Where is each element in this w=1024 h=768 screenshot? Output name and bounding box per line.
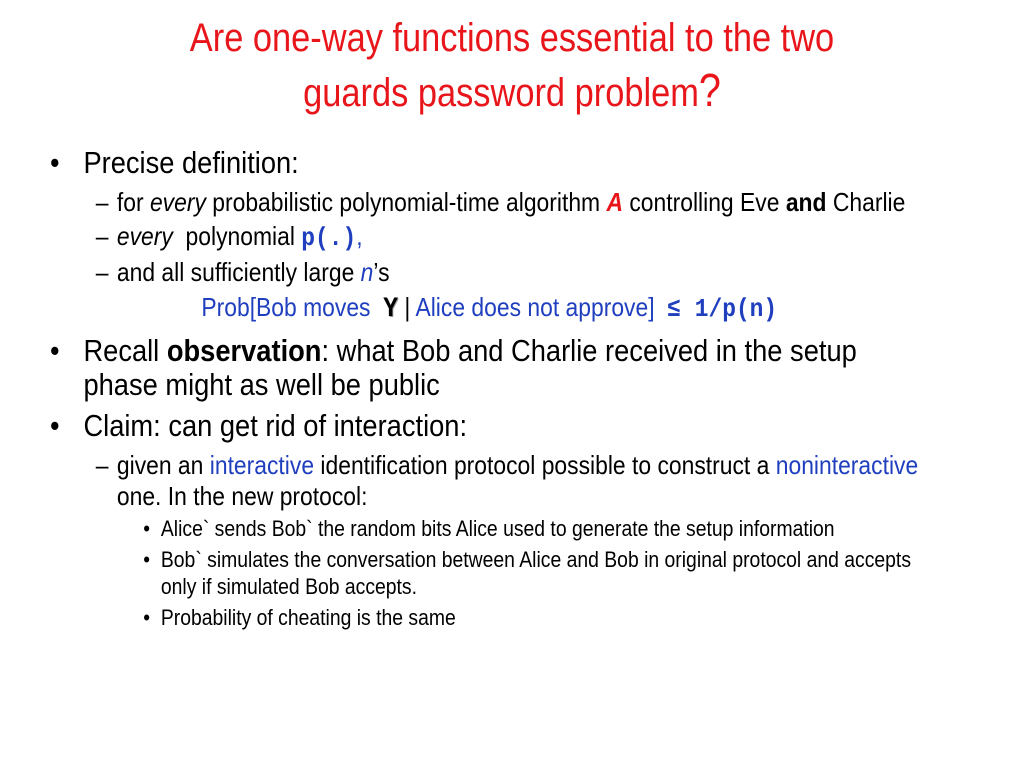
- text-recall: Recall: [83, 333, 160, 368]
- sub-bullet-algorithm: [50, 187, 921, 218]
- sub-sub-bullet-item: [50, 604, 921, 631]
- text-new-protocol: one. In the new protocol:: [116, 481, 368, 511]
- text-given: given an: [116, 450, 204, 480]
- item-text: Bob` simulates the conversation between Alice and Bob in original protocol and accepts only if simulated Bob accepts.: [160, 547, 911, 599]
- bullet-marker: •: [143, 547, 151, 572]
- bullet-marker: •: [143, 516, 151, 541]
- n-symbol: n: [360, 257, 374, 287]
- prob-part-1: Prob[Bob moves: [201, 292, 371, 322]
- y-symbol: Y: [383, 294, 399, 325]
- sub-sub-bullet-item: [50, 515, 921, 542]
- probability-statement: [50, 291, 921, 326]
- dash-marker: –: [95, 450, 109, 480]
- text-every: every: [116, 221, 173, 251]
- text-observation: observation: [166, 333, 322, 368]
- title-line-2-text: guards password problem: [303, 71, 699, 115]
- text-polynomial: polynomial: [185, 221, 295, 251]
- text-sufficiently-large: and all sufficiently large: [116, 257, 355, 287]
- bullet-claim: [50, 409, 921, 443]
- bullet-marker: •: [143, 605, 151, 630]
- text-for: for: [116, 187, 144, 217]
- bullet-recall-observation: [50, 334, 921, 402]
- bullet-text: Claim: can get rid of interaction:: [83, 408, 468, 443]
- text-noninteractive: noninteractive: [775, 450, 919, 480]
- sub-bullet-interactive: [50, 450, 921, 512]
- text-s: ’s: [373, 257, 390, 287]
- bullet-marker: •: [50, 145, 60, 180]
- item-text: Alice` sends Bob` the random bits Alice used to generate the setup information: [160, 516, 835, 541]
- dash-marker: –: [95, 257, 109, 287]
- bullet-marker: •: [50, 333, 60, 368]
- comma: ,: [356, 221, 363, 251]
- prob-part-2: Alice does not approve]: [415, 292, 655, 322]
- sub-bullet-large-n: [50, 257, 921, 288]
- slide-body: [50, 146, 921, 635]
- dash-marker: –: [95, 187, 109, 217]
- bullet-precise-definition: [50, 146, 921, 180]
- text-recall-rest: : what Bob and Charlie received in the setup phase might as well be public: [83, 333, 857, 402]
- bullet-text: Precise definition:: [83, 145, 299, 180]
- title-line-2: [72, 64, 953, 119]
- dash-marker: –: [95, 221, 109, 251]
- bullet-marker: •: [50, 408, 60, 443]
- text-algorithm: probabilistic polynomial-time algorithm: [212, 187, 601, 217]
- title-question-mark: ?: [698, 64, 721, 116]
- text-and: and: [785, 187, 827, 217]
- sub-sub-bullet-item: [50, 546, 921, 600]
- algorithm-symbol: A: [606, 187, 624, 217]
- conditional-bar: |: [404, 292, 411, 322]
- title-line-1: Are one-way functions essential to the two: [189, 16, 835, 60]
- text-charlie: Charlie: [832, 187, 906, 217]
- slide-title: [72, 12, 953, 119]
- text-identification: identification protocol possible to construct a: [320, 450, 770, 480]
- sub-bullet-polynomial: [50, 221, 921, 254]
- text-every: every: [149, 187, 206, 217]
- prob-bound: ≤ 1/p(n): [667, 294, 778, 324]
- text-controlling: controlling Eve: [629, 187, 780, 217]
- polynomial-symbol: p(.): [301, 223, 357, 253]
- text-interactive: interactive: [209, 450, 315, 480]
- item-text: Probability of cheating is the same: [160, 605, 456, 630]
